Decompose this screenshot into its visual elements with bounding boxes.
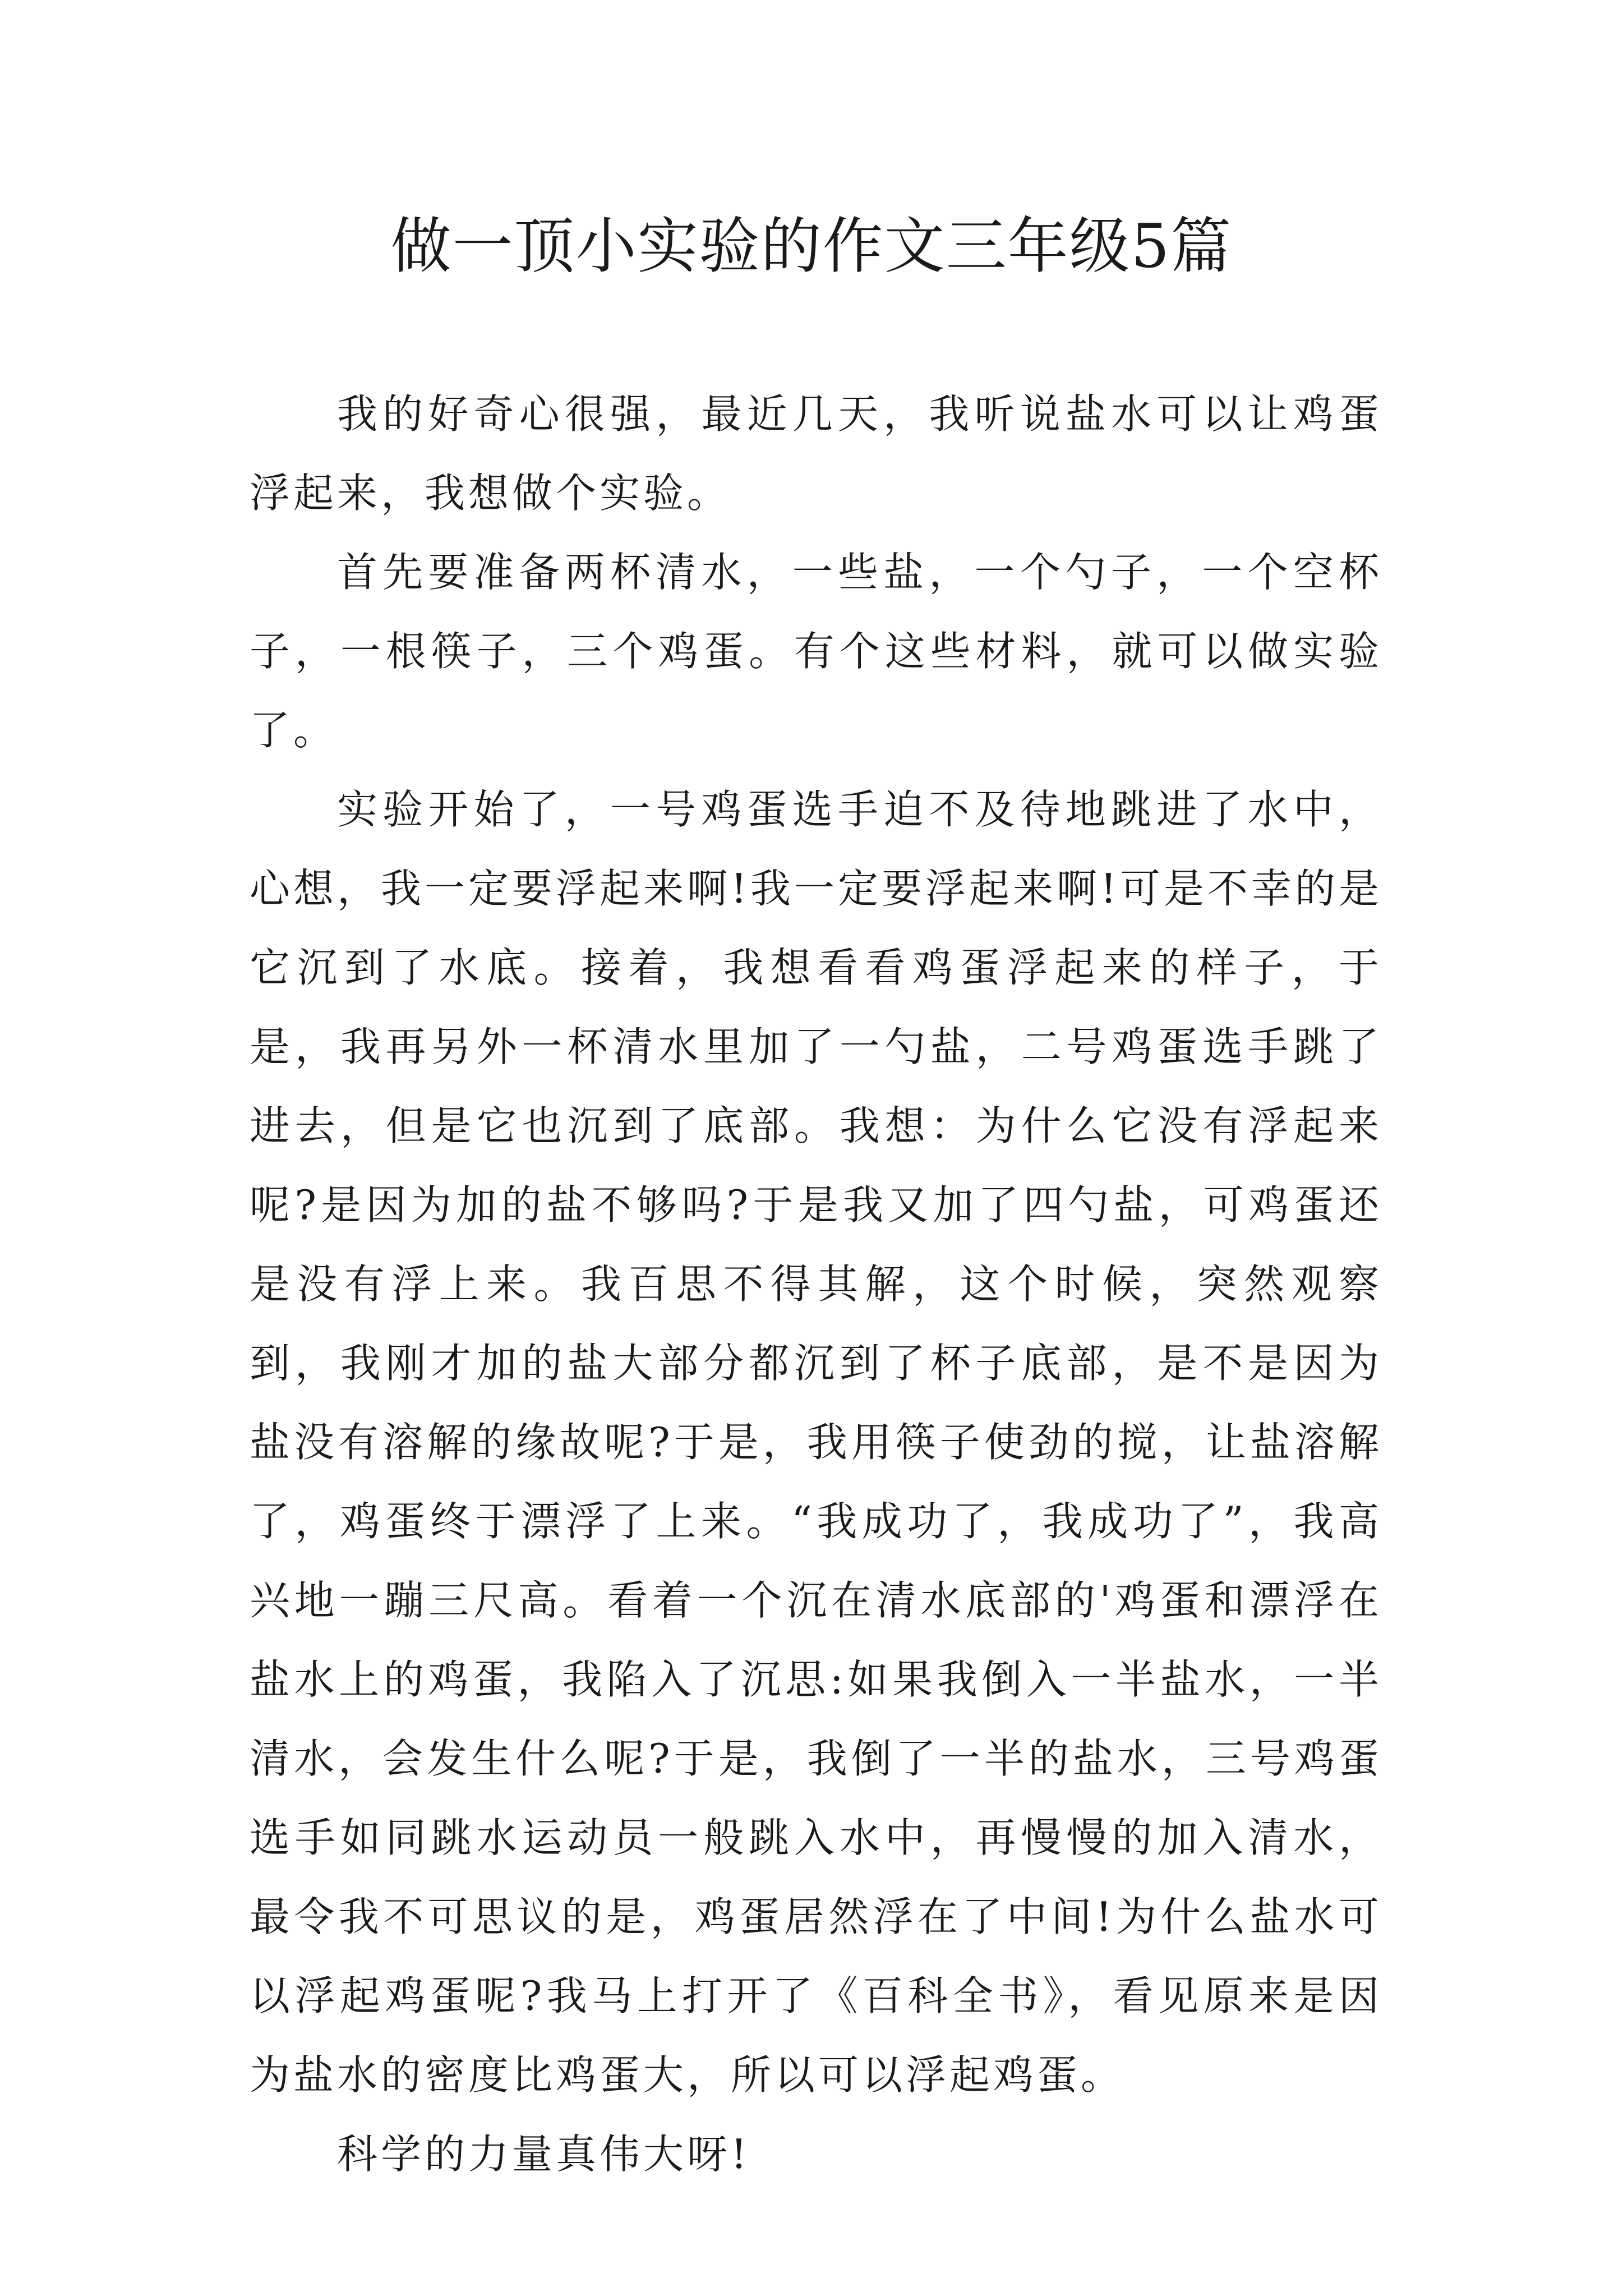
paragraph-2: 首先要准备两杯清水，一些盐，一个勺子，一个空杯子，一根筷子，三个鸡蛋。有个这些材料，就可以做实验了。 bbox=[250, 549, 1382, 754]
paragraph-1: 我的好奇心很强，最近几天，我听说盐水可以让鸡蛋浮起来，我想做个实验。 bbox=[250, 390, 1382, 517]
document-title: 做一顶小实验的作文三年级5篇 bbox=[390, 211, 1233, 282]
document-body bbox=[250, 375, 1382, 2194]
paragraph-4: 科学的力量真伟大呀! bbox=[337, 2131, 750, 2178]
paragraph-3: 实验开始了，一号鸡蛋选手迫不及待地跳进了水中，心想，我一定要浮起来啊!我一定要浮起来啊!可是不幸的是它沉到了水底。接着，我想看看鸡蛋浮起来的样子，于是，我再另外一杯清水里加了一勺盐，二号鸡蛋选手跳了进去，但是它也沉到了底部。我想：为什么它没有浮起来呢?是因为加的盐不够吗?于是我又加了四勺盐，可鸡蛋还是没有浮上来。我百思不得其解，这个时候，突然观察到，我刚才加的盐大部分都沉到了杯子底部，是不是因为盐没有溶解的缘故呢?于是，我用筷子使劲的搅，让盐溶解了，鸡蛋终于漂浮了上来。“我成功了，我成功了”，我高兴地一蹦三尺高。看着一个沉在清水底部的'鸡蛋和漂浮在盐水上的鸡蛋，我陷入了沉思:如果我倒入一半盐水，一半清水，会发生什么呢?于是，我倒了一半的盐水，三号鸡蛋选手如同跳水运动员一般跳入水中，再慢慢的加入清水，最令我不可思议的是，鸡蛋居然浮在了中间!为什么盐水可以浮起鸡蛋呢?我马上打开了《百科全书》，看见原来是因为盐水的密度比鸡蛋大，所以可以浮起鸡蛋。 bbox=[250, 786, 1382, 2099]
